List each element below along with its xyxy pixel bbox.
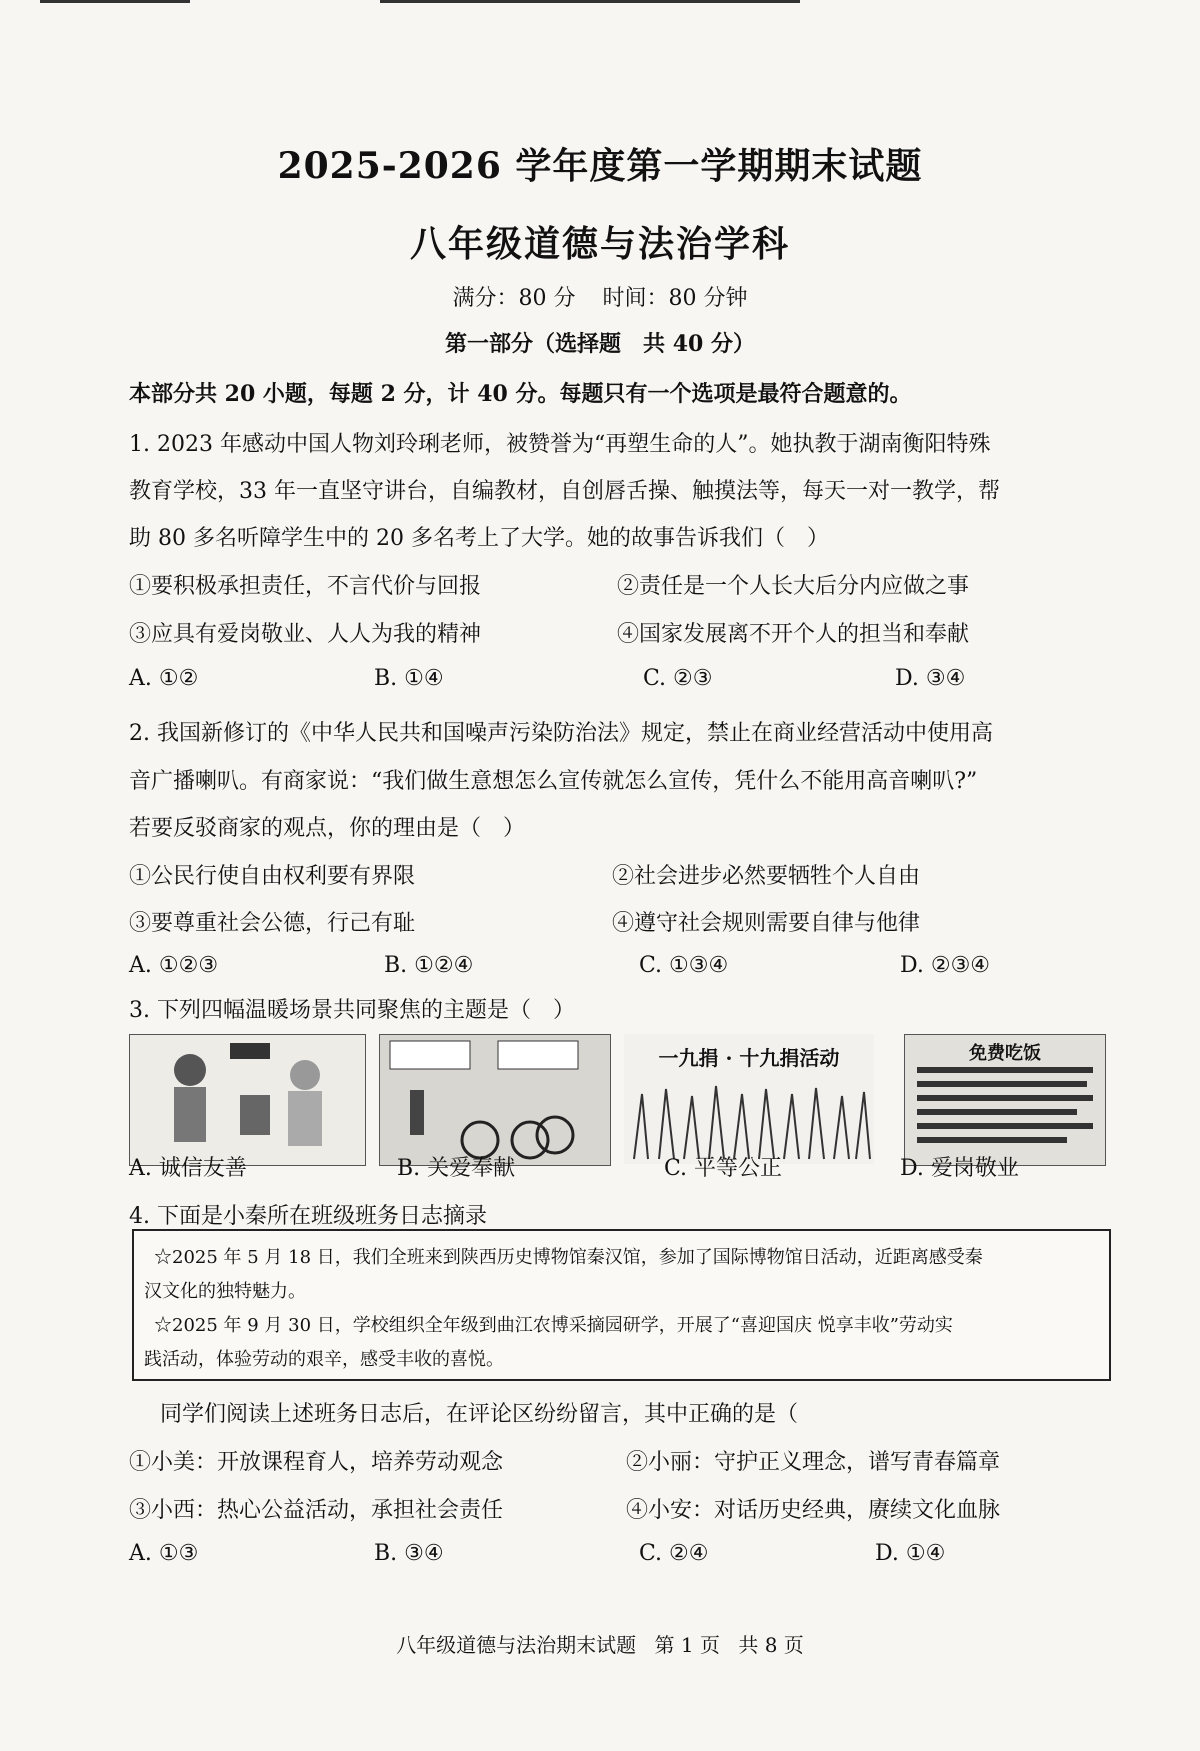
bicycles-scene-icon — [380, 1035, 610, 1165]
q3-image-row — [129, 1034, 1109, 1164]
footer-page-number: 第 1 页 — [654, 1633, 720, 1657]
log-line-3: ☆2025 年 9 月 30 日，学校组织全年级到曲江农博采摘园研学，开展了“喜迎国庆 悦享丰收”劳动实 — [154, 1315, 953, 1336]
footer-exam-name: 八年级道德与法治期末试题 — [396, 1633, 637, 1657]
q4-answer-c: C. ②④ — [639, 1541, 709, 1566]
q4-line: 4. 下面是小秦所在班级班务日志摘录 — [129, 1204, 487, 1229]
q3-image-4 — [904, 1034, 1106, 1166]
q2-option-1: ①公民行使自由权利要有界限 — [129, 864, 416, 889]
exam-time: 时间：80 分钟 — [602, 286, 748, 311]
q1-answer-b: B. ①④ — [374, 666, 444, 691]
q4-answer-a: A. ①③ — [129, 1541, 199, 1566]
q4-option-1: ①小美：开放课程育人，培养劳动观念 — [129, 1450, 504, 1475]
q4-option-4: ④小安：对话历史经典，赓续文化血脉 — [626, 1498, 1001, 1523]
q4-option-2: ②小丽：守护正义理念，谱写青春篇章 — [626, 1450, 1001, 1475]
footer-total-pages: 共 8 页 — [738, 1633, 804, 1657]
log-line-2: 汉文化的独特魅力。 — [144, 1281, 306, 1302]
q3-image-4-caption: 免费吃饭 — [969, 1043, 1041, 1064]
q1-line-3: 助 80 多名听障学生中的 20 多名考上了大学。她的故事告诉我们（ ） — [129, 526, 829, 551]
q2-answer-a: A. ①②③ — [129, 953, 219, 978]
q3-answer-b: B. 关爱奉献 — [397, 1156, 516, 1181]
q4-answer-b: B. ③④ — [374, 1541, 444, 1566]
exam-title: 2025-2026 学年度第一学期期末试题 — [277, 145, 923, 187]
q3-answer-a: A. 诚信友善 — [129, 1156, 247, 1181]
q4-answer-d: D. ①④ — [875, 1541, 946, 1566]
raised-hands-icon — [624, 1034, 874, 1164]
full-score: 满分：80 分 — [452, 286, 576, 311]
q3-image-1 — [129, 1034, 366, 1166]
q1-answer-c: C. ②③ — [643, 666, 713, 691]
q2-option-3: ③要尊重社会公德，行己有耻 — [129, 911, 416, 936]
exam-meta — [0, 281, 1200, 312]
part-heading: 第一部分（选择题 共 40 分） — [445, 331, 755, 357]
q1-answer-a: A. ①② — [129, 666, 199, 691]
part-instruction: 本部分共 20 小题，每题 2 分，计 40 分。每题只有一个选项是最符合题意的。 — [129, 381, 912, 407]
q2-option-4: ④遵守社会规则需要自律与他律 — [612, 911, 921, 936]
scan-mark — [40, 0, 190, 3]
q3-answer-c: C. 平等公正 — [664, 1156, 783, 1181]
q3-answer-d: D. 爱岗敬业 — [900, 1156, 1019, 1181]
scan-mark — [380, 0, 800, 3]
notice-text-icon — [905, 1035, 1105, 1165]
q3-image-2 — [379, 1034, 611, 1166]
q2-answer-b: B. ①②④ — [384, 953, 474, 978]
q4-option-3: ③小西：热心公益活动，承担社会责任 — [129, 1498, 504, 1523]
cartoon-helping-elder-icon — [130, 1035, 365, 1165]
page-footer — [0, 1629, 1200, 1658]
q2-line-2: 音广播喇叭。有商家说：“我们做生意想怎么宣传就怎么宣传，凭什么不能用高音喇叭?” — [129, 769, 978, 794]
q1-answer-d: D. ③④ — [895, 666, 966, 691]
q2-line-3: 若要反驳商家的观点，你的理由是（ ） — [129, 816, 526, 841]
q1-line-1: 1. 2023 年感动中国人物刘玲琍老师，被赞誉为“再塑生命的人”。她执教于湖南衡阳特殊 — [129, 432, 991, 457]
q2-answer-d: D. ②③④ — [900, 953, 991, 978]
q2-answer-c: C. ①③④ — [639, 953, 729, 978]
q2-line-1: 2. 我国新修订的《中华人民共和国噪声污染防治法》规定，禁止在商业经营活动中使用高 — [129, 721, 993, 746]
class-log-box — [132, 1229, 1111, 1381]
q4-after-text: 同学们阅读上述班务日志后，在评论区纷纷留言，其中正确的是（ — [160, 1402, 799, 1427]
q1-option-3: ③应具有爱岗敬业、人人为我的精神 — [129, 622, 482, 647]
log-line-4: 践活动，体验劳动的艰辛，感受丰收的喜悦。 — [144, 1349, 504, 1370]
q1-line-2: 教育学校，33 年一直坚守讲台，自编教材，自创唇舌操、触摸法等，每天一对一教学，帮 — [129, 479, 1000, 504]
log-line-1: ☆2025 年 5 月 18 日，我们全班来到陕西历史博物馆秦汉馆，参加了国际博物馆日活动，近距离感受秦 — [154, 1247, 983, 1268]
exam-subject: 八年级道德与法治学科 — [409, 223, 790, 265]
q3-image-3 — [624, 1034, 874, 1164]
q3-image-3-caption: 一九捐 · 十九捐活动 — [658, 1046, 840, 1070]
q1-option-1: ①要积极承担责任，不言代价与回报 — [129, 574, 482, 599]
q1-option-2: ②责任是一个人长大后分内应做之事 — [617, 574, 970, 599]
q2-option-2: ②社会进步必然要牺牲个人自由 — [612, 864, 921, 889]
q1-option-4: ④国家发展离不开个人的担当和奉献 — [617, 622, 970, 647]
q3-line: 3. 下列四幅温暖场景共同聚焦的主题是（ ） — [129, 998, 575, 1023]
